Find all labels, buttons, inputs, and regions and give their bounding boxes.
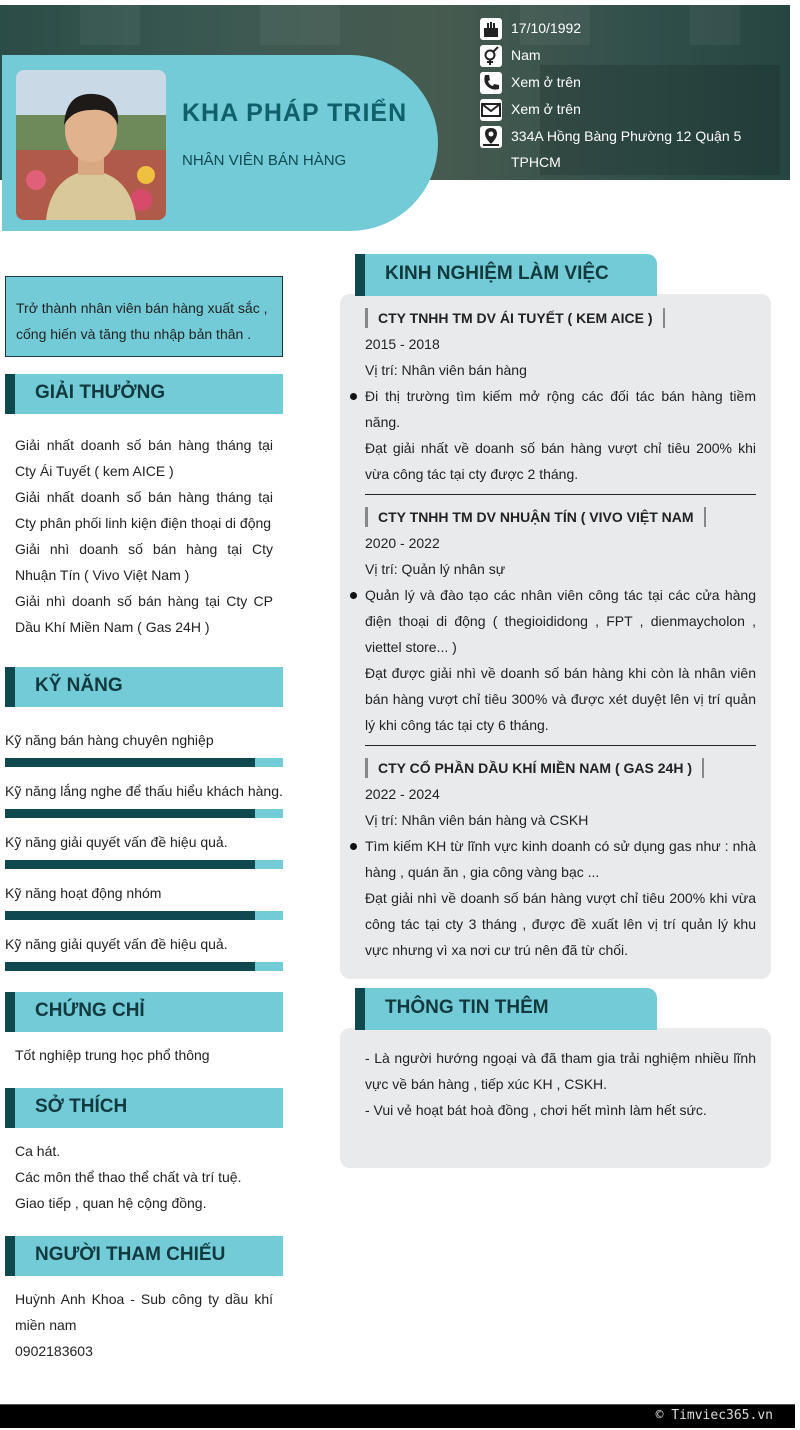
gender-icon (480, 45, 502, 67)
experience-item (365, 755, 756, 963)
list-item: Tốt nghiệp trung học phổ thông (15, 1047, 210, 1063)
company-name: CTY TNHH TM DV NHUẬN TÍN ( VIVO VIỆT NAM (365, 507, 706, 527)
job-title: NHÂN VIÊN BÁN HÀNG (182, 152, 347, 169)
location-pin-icon (480, 126, 502, 148)
achievement: Đạt giải nhất về doanh số bán hàng vượt chỉ tiêu 200% khi vừa công tác tại cty được 2 tháng. (365, 440, 756, 482)
list-item: Các môn thể thao thể chất và trí tuệ. (15, 1169, 242, 1185)
section-additional-heading: THÔNG TIN THÊM (355, 988, 657, 1030)
duty: Quản lý và đào tạo các nhân viên công tác tại các cửa hàng điện thoại di động ( thegioididong , FPT , dienmaycholon , viettel store... ) (365, 582, 756, 660)
experience-item (365, 305, 756, 487)
list-item: - Vui vẻ hoạt bát hoà đồng , chơi hết mình làm hết sức. (365, 1102, 707, 1118)
position: Vị trí: Nhân viên bán hàng (365, 362, 527, 378)
certificates-list (15, 1042, 273, 1068)
position: Vị trí: Quản lý nhân sự (365, 561, 506, 577)
duty: Tìm kiếm KH từ lĩnh vực kinh doanh có sử dụng gas như : nhà hàng , quán ăn , gia công vàng bạc ... (365, 833, 756, 885)
list-item: Giải nhất doanh số bán hàng tháng tại Cty phân phối linh kiện điện thoại di động (15, 489, 273, 531)
list-item: Giải nhất doanh số bán hàng tháng tại Cty Ái Tuyết ( kem AICE ) (15, 437, 273, 479)
period: 2022 - 2024 (365, 786, 440, 802)
skill-item: Kỹ năng giải quyết vấn đề hiệu quả. (5, 832, 283, 869)
period: 2015 - 2018 (365, 336, 440, 352)
hobbies-list (15, 1138, 273, 1216)
list-item: Ca hát. (15, 1143, 61, 1159)
references-list (15, 1286, 273, 1364)
skill-item: Kỹ năng bán hàng chuyên nghiệp (5, 730, 283, 767)
phone-icon (480, 72, 502, 94)
skill-bar-fill (5, 758, 255, 767)
section-hobbies-heading: SỞ THÍCH (5, 1088, 283, 1128)
envelope-icon (480, 99, 502, 121)
list-item: 0902183603 (15, 1343, 93, 1359)
list-item: - Là người hướng ngoại và đã tham gia trải nghiệm nhiều lĩnh vực về bán hàng , tiếp xúc KH , CSKH. (365, 1050, 756, 1092)
list-item: Giải nhì doanh số bán hàng tại Cty Nhuận Tín ( Vivo Việt Nam ) (15, 541, 273, 583)
skill-bar (5, 758, 283, 767)
section-experience-heading: KINH NGHIỆM LÀM VIỆC (355, 254, 657, 296)
skill-bar (5, 962, 283, 971)
additional-list (365, 1045, 756, 1123)
awards-list (15, 432, 273, 640)
contact-info (480, 18, 780, 179)
skill-bar (5, 860, 283, 869)
info-row-gender: Nam (480, 45, 780, 68)
divider (365, 494, 756, 495)
skill-bar-fill (5, 962, 255, 971)
achievement: Đạt giải nhì về doanh số bán hàng vượt chỉ tiêu 200% khi vừa công tác tại cty 3 tháng , được đề xuất lên vị trí quản lý khu vực nhưng vì xa nơi cư trú nên đã từ chối. (365, 890, 756, 958)
list-item: Giao tiếp , quan hệ cộng đồng. (15, 1195, 207, 1211)
company-name: CTY TNHH TM DV ÁI TUYẾT ( KEM AICE ) (365, 308, 665, 328)
skill-bar-fill (5, 860, 255, 869)
position: Vị trí: Nhân viên bán hàng và CSKH (365, 812, 589, 828)
info-row-birthday: 17/10/1992 (480, 18, 780, 41)
info-row-email: Xem ở trên (480, 99, 780, 122)
section-certificates-heading: CHỨNG CHỈ (5, 992, 283, 1032)
skill-bar-fill (5, 911, 255, 920)
birthday-cake-icon (480, 18, 502, 40)
list-item: Huỳnh Anh Khoa - Sub công ty dầu khí miền nam (15, 1291, 273, 1333)
period: 2020 - 2022 (365, 535, 440, 551)
skill-bar-fill (5, 809, 255, 818)
skill-bar (5, 911, 283, 920)
experience-item (365, 504, 756, 738)
info-row-phone: Xem ở trên (480, 72, 780, 95)
skill-item: Kỹ năng hoạt động nhóm (5, 883, 283, 920)
divider (365, 745, 756, 746)
duty: Đi thị trường tìm kiếm mở rộng các đối tác bán hàng tiềm năng. (365, 383, 756, 435)
section-awards-heading: GIẢI THƯỞNG (5, 374, 283, 414)
skill-bar (5, 809, 283, 818)
skill-item: Kỹ năng lắng nghe để thấu hiểu khách hàng. (5, 781, 283, 818)
info-row-address: 334A Hồng Bàng Phường 12 Quận 5 TPHCM (480, 126, 780, 175)
watermark: © Timviec365.vn (655, 1408, 773, 1423)
footer-bar (0, 1404, 795, 1428)
section-skills-heading: KỸ NĂNG (5, 667, 283, 707)
list-item: Giải nhì doanh số bán hàng tại Cty CP Dầu Khí Miền Nam ( Gas 24H ) (15, 593, 273, 635)
full-name: KHA PHÁP TRIỂN (182, 99, 408, 127)
skill-item: Kỹ năng giải quyết vấn đề hiệu quả. (5, 934, 283, 971)
company-name: CTY CỔ PHẦN DẦU KHÍ MIỀN NAM ( GAS 24H ) (365, 758, 704, 778)
section-references-heading: NGƯỜI THAM CHIẾU (5, 1236, 283, 1276)
achievement: Đạt được giải nhì về doanh số bán hàng khi còn là nhân viên bán hàng vượt chỉ tiêu 300% và được xét duyệt lên vị trí quản lý khi công tác tại cty 6 tháng. (365, 665, 756, 733)
avatar (16, 70, 166, 220)
career-objective: Trở thành nhân viên bán hàng xuất sắc , cống hiến và tăng thu nhập bản thân . (5, 276, 283, 357)
